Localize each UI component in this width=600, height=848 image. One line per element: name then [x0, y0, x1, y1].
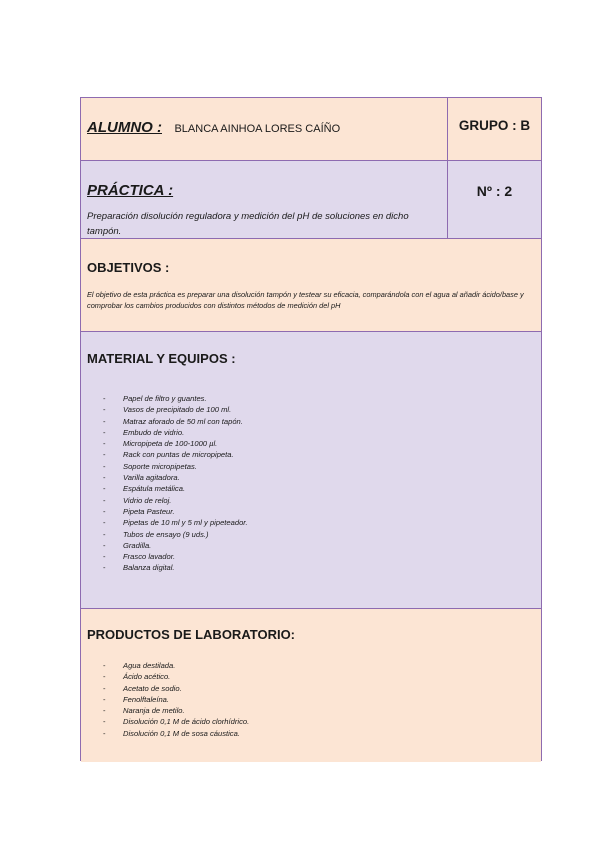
- list-item: - Matraz aforado de 50 ml con tapón.: [103, 416, 243, 426]
- list-item: - Frasco lavador.: [103, 552, 176, 562]
- products-row: [81, 609, 541, 762]
- list-item: - Pipetas de 10 ml y 5 ml y pipeteador.: [103, 518, 248, 528]
- objectives-row: [81, 239, 541, 332]
- objectives-title: OBJETIVOS :: [87, 260, 170, 275]
- list-item: - Rack con puntas de micropipeta.: [103, 450, 234, 460]
- materials-row: [81, 332, 541, 609]
- list-item: - Vasos de precipitado de 100 ml.: [103, 405, 232, 415]
- materials-list: [103, 393, 248, 574]
- practice-cell: [81, 161, 448, 238]
- list-item: - Acetato de sodio.: [103, 683, 182, 693]
- list-item: - Soporte micropipetas.: [103, 461, 197, 471]
- products-title: PRODUCTOS DE LABORATORIO:: [87, 627, 296, 642]
- student-row: [81, 98, 541, 161]
- list-item: - Varilla agitadora.: [103, 473, 180, 483]
- group-label: GRUPO : B: [458, 118, 531, 133]
- lab-report-sheet: [80, 97, 542, 761]
- practice-number: Nº : 2: [476, 183, 513, 199]
- list-item: - Disolución 0,1 M de sosa cáustica.: [103, 728, 240, 738]
- practice-number-cell: [448, 161, 541, 238]
- list-item: - Embudo de vidrio.: [103, 427, 185, 437]
- list-item: - Ácido acético.: [103, 672, 171, 682]
- list-item: - Balanza digital.: [103, 563, 175, 573]
- list-item: - Pipeta Pasteur.: [103, 506, 175, 516]
- list-item: - Vidrio de reloj.: [103, 495, 172, 505]
- list-item: - Papel de filtro y guantes.: [103, 394, 207, 403]
- list-item: - Tubos de ensayo (9 uds.): [103, 529, 209, 539]
- list-item: - Gradilla.: [103, 540, 152, 550]
- materials-title: MATERIAL Y EQUIPOS :: [87, 351, 236, 366]
- objectives-text: El objetivo de esta práctica es preparar una disolución tampón y testear su eficacia, comparándola con el agua al añadir ácido/base y comprobar los cambios producidos con distintos métodos de medición del pH: [87, 290, 524, 310]
- student-name: BLANCA AINHOA LORES CAÍÑO: [174, 123, 341, 135]
- list-item: - Fenolftaleína.: [103, 694, 170, 704]
- list-item: - Disolución 0,1 M de ácido clorhídrico.: [103, 717, 250, 727]
- group-cell: [448, 98, 541, 160]
- practice-label: PRÁCTICA :: [87, 182, 174, 199]
- student-cell: [81, 98, 448, 160]
- list-item: - Espátula metálica.: [103, 484, 186, 494]
- practice-description: Preparación disolución reguladora y medición del pH de soluciones en dicho tampón.: [87, 211, 409, 237]
- student-line: [87, 119, 340, 137]
- list-item: - Agua destilada.: [103, 661, 176, 670]
- products-list: [103, 660, 249, 739]
- list-item: - Micropipeta de 100-1000 µl.: [103, 439, 218, 449]
- list-item: - Naranja de metilo.: [103, 706, 185, 716]
- practice-row: [81, 161, 541, 239]
- student-label: ALUMNO :: [87, 119, 162, 136]
